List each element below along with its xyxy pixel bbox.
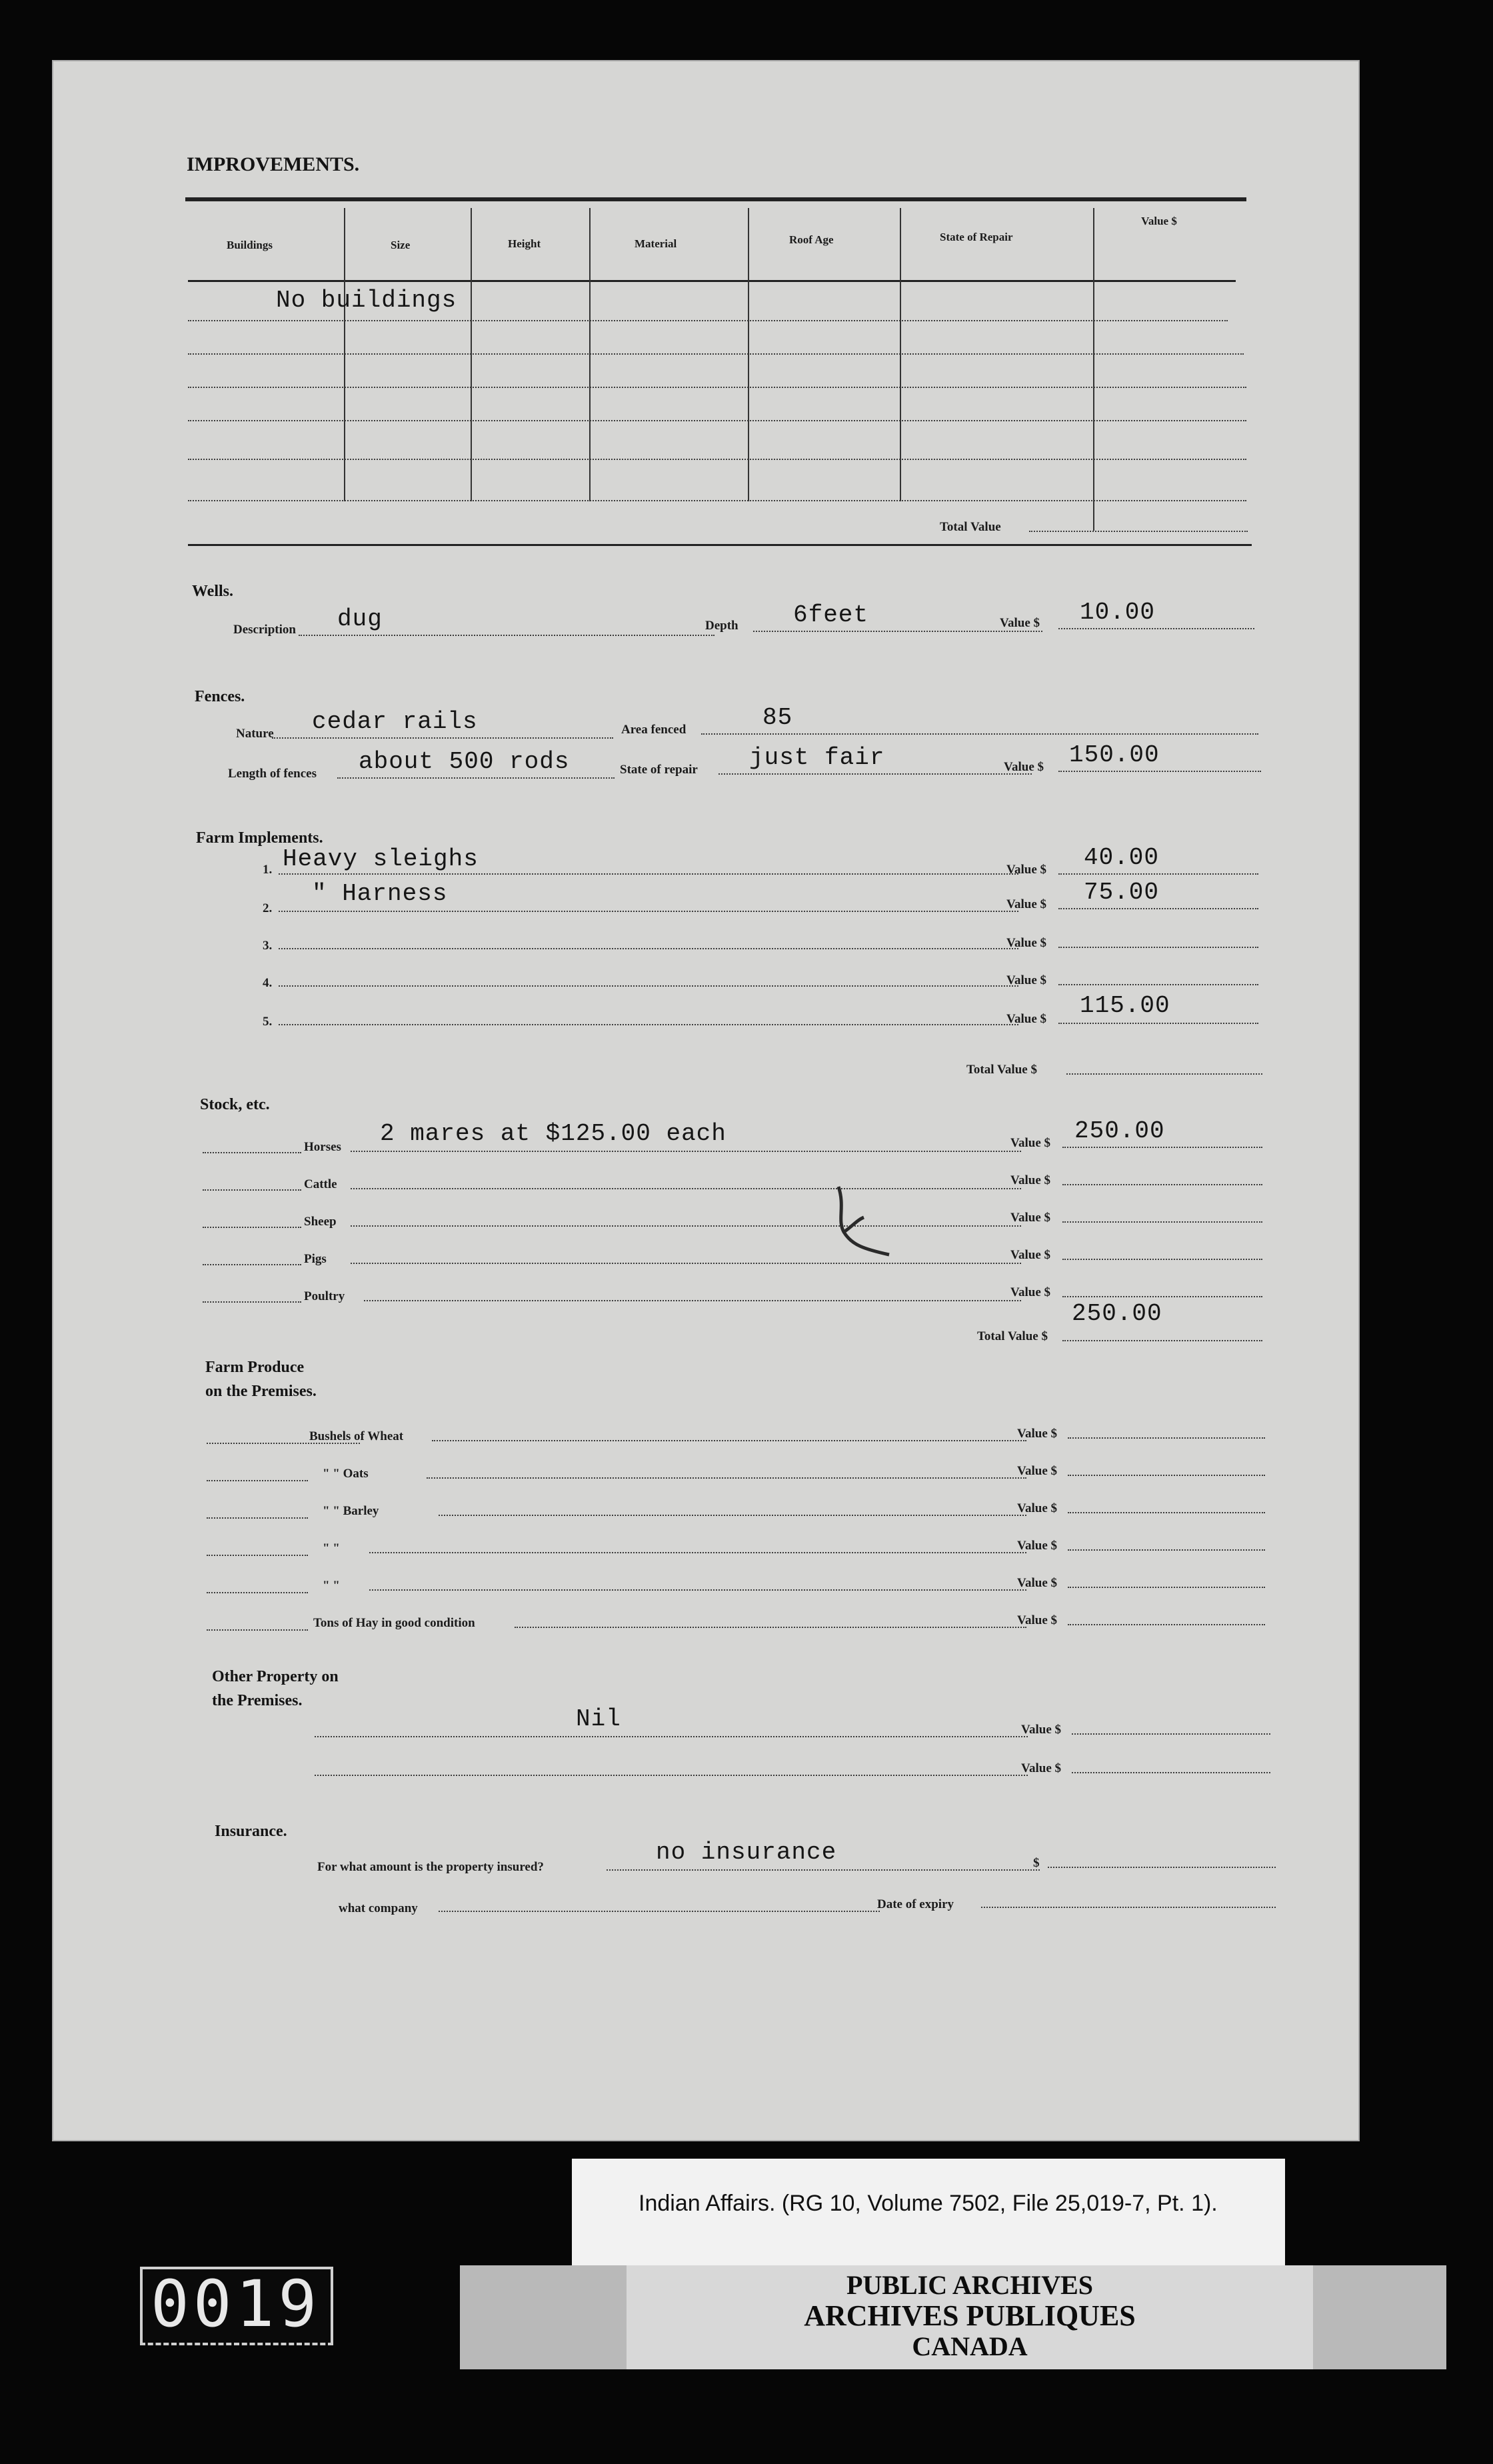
archive-stamp <box>627 2265 1313 2369</box>
field-rule <box>753 631 1042 632</box>
produce-label: Bushels of Wheat <box>309 1429 404 1443</box>
stock-value-label: Value $ <box>1010 1211 1051 1225</box>
stock-label: Sheep <box>304 1215 337 1229</box>
field-rule <box>279 873 1018 875</box>
stock-count-rule <box>203 1301 301 1303</box>
col-header-height: Height <box>508 237 541 250</box>
produce-value-label: Value $ <box>1017 1464 1058 1478</box>
field-rule <box>1068 1624 1265 1625</box>
col-header-roof-age: Roof Age <box>789 233 834 246</box>
field-rule <box>1062 1184 1262 1185</box>
field-rule <box>337 777 615 779</box>
col-divider <box>900 208 901 501</box>
insurance-amount: no insurance <box>656 1839 837 1866</box>
fences-repair-label: State of repair <box>620 763 698 777</box>
improvements-total-label: Total Value <box>940 520 1001 534</box>
archive-stamp-line2: ARCHIVES PUBLIQUES <box>804 2299 1136 2332</box>
field-rule <box>1068 1587 1265 1588</box>
table-bottom-rule <box>188 544 1252 546</box>
field-rule <box>1062 1296 1262 1297</box>
field-rule <box>439 1911 880 1912</box>
insurance-title: Insurance. <box>215 1823 287 1840</box>
produce-qty-rule <box>207 1629 308 1631</box>
field-rule <box>1072 1772 1270 1773</box>
implement-num: 4. <box>263 976 273 990</box>
col-divider <box>748 208 749 501</box>
produce-qty-rule <box>207 1592 308 1593</box>
wells-description-label: Description <box>233 623 296 637</box>
other-property-desc: Nil <box>576 1705 621 1733</box>
field-rule <box>1058 984 1258 985</box>
table-row-rule <box>188 420 1246 421</box>
field-rule <box>1058 771 1261 772</box>
field-rule <box>1068 1437 1265 1439</box>
archive-reference-text: Indian Affairs. (RG 10, Volume 7502, File 25,019-7, Pt. 1). <box>639 2191 1218 2216</box>
field-rule <box>1068 1549 1265 1551</box>
field-rule <box>1058 908 1258 909</box>
implement-num: 5. <box>263 1015 273 1029</box>
wells-depth-label: Depth <box>705 619 739 633</box>
produce-value-label: Value $ <box>1017 1501 1058 1515</box>
field-rule <box>364 1300 1021 1301</box>
total-rule <box>1029 531 1248 532</box>
other-property-title-line2: the Premises. <box>212 1692 303 1709</box>
fences-value: 150.00 <box>1069 741 1160 769</box>
table-row-rule <box>188 353 1244 355</box>
field-rule <box>279 985 1018 987</box>
field-rule <box>1058 947 1258 948</box>
field-rule <box>315 1775 1028 1776</box>
field-rule <box>351 1151 1021 1152</box>
fences-area-label: Area fenced <box>621 723 687 737</box>
produce-label: " " Oats <box>323 1467 369 1481</box>
field-rule <box>351 1188 1021 1189</box>
col-divider <box>344 208 345 501</box>
archive-stamp-tape <box>460 2265 1446 2369</box>
field-rule <box>1058 1023 1258 1024</box>
produce-qty-rule <box>207 1480 308 1481</box>
field-rule <box>1062 1221 1262 1223</box>
produce-label: " " <box>323 1579 340 1593</box>
insurance-company-label: what company <box>339 1901 418 1915</box>
field-rule <box>1058 628 1254 629</box>
field-rule <box>299 635 715 636</box>
field-rule <box>719 773 1032 775</box>
table-row-rule <box>188 500 1246 501</box>
col-header-value: Value $ <box>1141 215 1177 227</box>
archive-reference-label <box>572 2159 1285 2273</box>
fences-nature: cedar rails <box>312 708 478 735</box>
produce-title-line1: Farm Produce <box>205 1359 305 1376</box>
stock-label: Pigs <box>304 1252 327 1266</box>
col-header-material: Material <box>635 237 677 250</box>
field-rule <box>439 1515 1026 1516</box>
other-property-title-line1: Other Property on <box>212 1668 339 1685</box>
other-property-value-label: Value $ <box>1021 1723 1062 1737</box>
table-row-rule <box>188 459 1246 460</box>
produce-value-label: Value $ <box>1017 1427 1058 1441</box>
field-rule <box>279 948 1018 949</box>
stock-total-label: Total Value $ <box>977 1329 1048 1343</box>
col-divider <box>471 208 472 501</box>
field-rule <box>279 911 1018 912</box>
implement-desc: " Harness <box>312 880 448 907</box>
stock-value-label: Value $ <box>1010 1248 1051 1262</box>
archive-stamp-line1: PUBLIC ARCHIVES <box>846 2270 1094 2300</box>
fences-length-label: Length of fences <box>228 767 317 781</box>
implement-value-label: Value $ <box>1006 863 1047 877</box>
stock-title: Stock, etc. <box>200 1096 270 1113</box>
fences-repair: just fair <box>749 744 885 771</box>
field-rule <box>1068 1475 1265 1476</box>
stock-label: Cattle <box>304 1177 337 1191</box>
col-divider <box>589 208 591 501</box>
field-rule <box>351 1225 1021 1227</box>
field-rule <box>701 733 1258 735</box>
implement-value-label: Value $ <box>1006 936 1047 950</box>
stock-value-label: Value $ <box>1010 1136 1051 1150</box>
wells-value-label: Value $ <box>1000 616 1040 630</box>
implement-value-label: Value $ <box>1006 897 1047 911</box>
produce-value-label: Value $ <box>1017 1539 1058 1553</box>
field-rule <box>1062 1259 1262 1260</box>
field-rule <box>369 1552 1026 1553</box>
table-top-rule <box>185 197 1246 201</box>
field-rule <box>981 1907 1276 1908</box>
field-rule <box>351 1263 1021 1264</box>
field-rule <box>315 1736 1028 1737</box>
total-rule <box>1066 1073 1262 1075</box>
form-page <box>52 60 1360 2141</box>
farm-implements-title: Farm Implements. <box>196 829 323 847</box>
produce-value-label: Value $ <box>1017 1576 1058 1590</box>
implement-num: 3. <box>263 939 273 953</box>
produce-qty-rule <box>207 1517 308 1519</box>
col-header-buildings: Buildings <box>227 239 273 251</box>
stock-count-rule <box>203 1227 301 1228</box>
field-rule <box>515 1627 1026 1628</box>
stock-total-value: 250.00 <box>1072 1300 1162 1327</box>
wells-value: 10.00 <box>1080 599 1156 626</box>
implement-desc: Heavy sleighs <box>283 845 479 873</box>
table-row-rule <box>188 387 1246 388</box>
produce-value-label: Value $ <box>1017 1613 1058 1627</box>
field-rule <box>1058 873 1258 875</box>
insurance-amount-label: For what amount is the property insured? <box>317 1860 544 1874</box>
stock-value-label: Value $ <box>1010 1285 1051 1299</box>
field-rule <box>279 1024 1018 1025</box>
wells-depth: 6feet <box>793 601 869 629</box>
stock-value-label: Value $ <box>1010 1173 1051 1187</box>
field-rule <box>1048 1867 1276 1868</box>
stock-count-rule <box>203 1152 301 1153</box>
implement-value: 115.00 <box>1080 992 1170 1019</box>
wells-description: dug <box>337 605 383 633</box>
implements-total-label: Total Value $ <box>966 1063 1037 1077</box>
field-rule <box>369 1589 1026 1591</box>
implement-value-label: Value $ <box>1006 973 1047 987</box>
implement-value: 40.00 <box>1084 844 1160 871</box>
pen-mark-icon <box>825 1180 918 1273</box>
other-property-value-label: Value $ <box>1021 1761 1062 1775</box>
produce-label: Tons of Hay in good condition <box>313 1616 475 1630</box>
col-divider <box>1093 208 1094 531</box>
field-rule <box>1062 1147 1262 1148</box>
produce-title-line2: on the Premises. <box>205 1383 317 1400</box>
implement-value: 75.00 <box>1084 879 1160 906</box>
implement-num: 2. <box>263 901 273 915</box>
stock-label: Horses <box>304 1140 341 1154</box>
implement-value-label: Value $ <box>1006 1012 1047 1026</box>
produce-label: " " <box>323 1541 340 1555</box>
field-rule <box>432 1440 1026 1441</box>
col-header-state-of-repair: State of Repair <box>940 231 1013 243</box>
implement-num: 1. <box>263 863 273 877</box>
archive-stamp-line3: CANADA <box>912 2331 1028 2361</box>
stock-desc: 2 mares at $125.00 each <box>380 1120 727 1147</box>
field-rule <box>607 1869 1040 1871</box>
improvements-title: IMPROVEMENTS. <box>187 153 360 175</box>
fences-length: about 500 rods <box>359 748 570 775</box>
col-header-size: Size <box>391 239 411 251</box>
frame-counter: 0019 <box>140 2267 333 2345</box>
field-rule <box>1072 1733 1270 1735</box>
fences-nature-label: Nature <box>236 727 274 741</box>
table-row-rule <box>188 320 1228 321</box>
field-rule <box>427 1477 1026 1479</box>
field-rule <box>272 737 613 739</box>
produce-qty-rule <box>207 1555 308 1556</box>
stock-value: 250.00 <box>1074 1117 1165 1145</box>
buildings-cell: No buildings <box>276 287 457 314</box>
fences-title: Fences. <box>195 688 245 705</box>
insurance-dollar: $ <box>1033 1856 1040 1870</box>
produce-label: " " Barley <box>323 1504 379 1518</box>
fences-area: 85 <box>762 704 793 731</box>
fences-value-label: Value $ <box>1004 760 1044 774</box>
stock-count-rule <box>203 1189 301 1191</box>
stock-count-rule <box>203 1264 301 1265</box>
insurance-expiry-label: Date of expiry <box>877 1897 954 1911</box>
total-rule <box>1062 1340 1262 1341</box>
stock-label: Poultry <box>304 1289 345 1303</box>
wells-title: Wells. <box>192 583 234 600</box>
field-rule <box>1068 1512 1265 1513</box>
